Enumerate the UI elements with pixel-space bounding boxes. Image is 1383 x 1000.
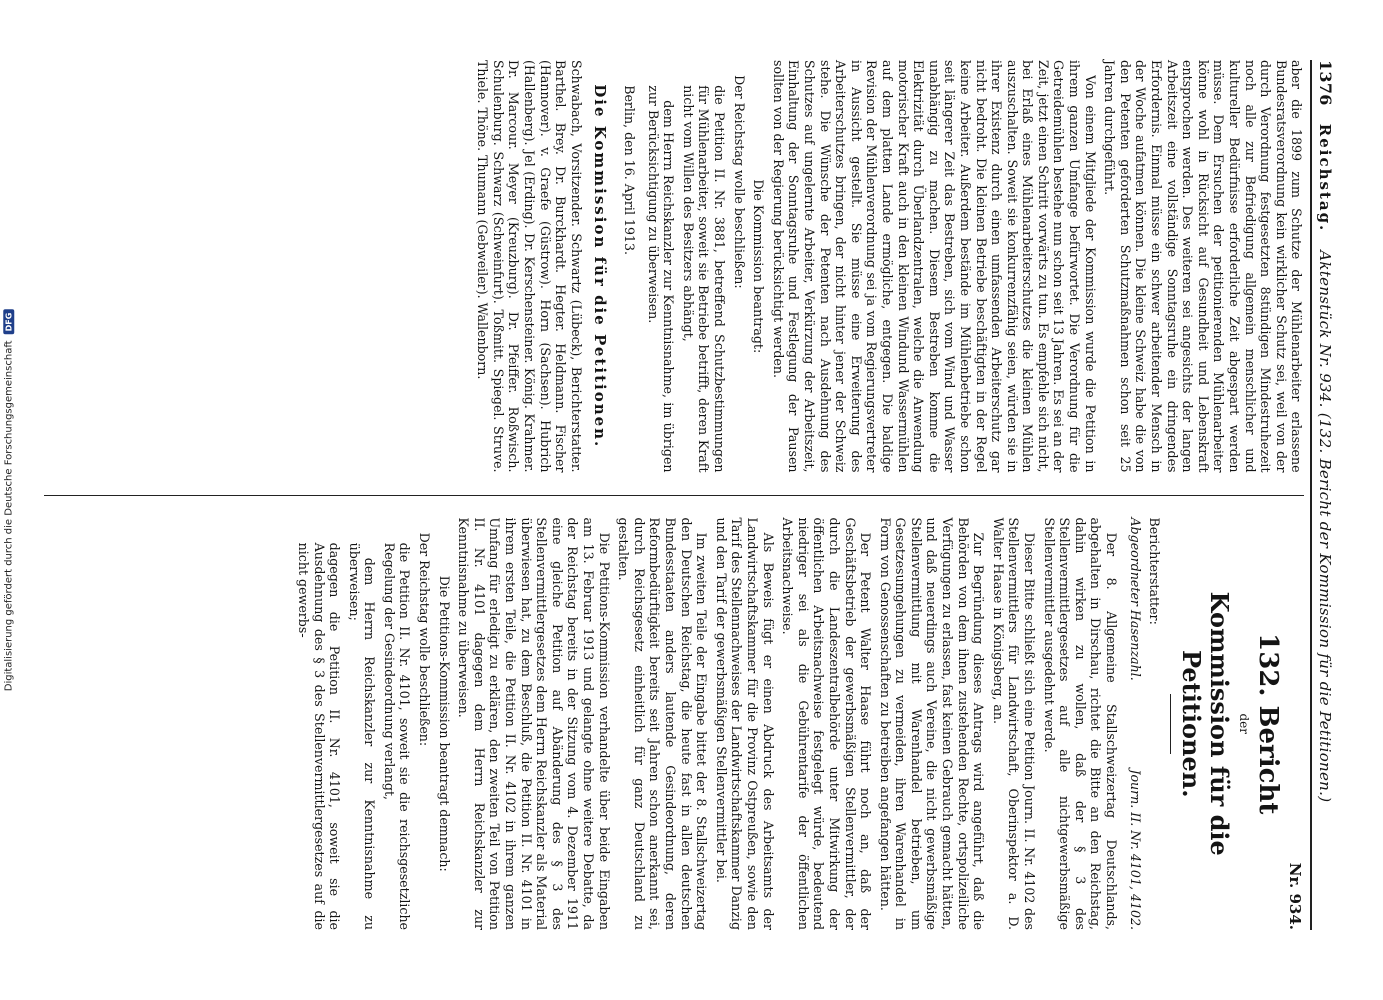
- journal-reference: Journ. II. Nr. 4101, 4102.: [1127, 769, 1143, 931]
- column-divider: [44, 495, 1304, 496]
- right-paragraph-4: Der Petent Walter Haase führt noch an, daß der Geschäftsbetrieb der gewerbsmäßigen Stellenvermittler, der durch die Landeszentralbehörde unter Mitwirkung der öffentlichen Arbeitsnachweise festgelegt würde, bedeutend niedriger sei als die Gebührentarife der öffentlichen Arbeitsnachweise.: [780, 517, 874, 931]
- report-number: Nr. 934.: [1286, 862, 1305, 931]
- right-paragraph-1: Der 8. Allgemeine Stallschweizertag Deutschlands, abgehalten in Dirschau, richtet die Bitte an den Reichstag, dahin wirken zu wollen, daß der § 3 des Stellenvermittlergesetzes auf alle nichtgewerbsmäßige Stellenvermittler ausgedehnt werde.: [1041, 517, 1120, 931]
- header-title: Reichstag.: [1316, 123, 1334, 233]
- report-der: der: [1236, 713, 1251, 735]
- report-subject: Kommission für die Petitionen.: [1177, 591, 1235, 856]
- page-number: 1376: [1316, 60, 1335, 106]
- credit-text: Digitalisierung gefördert durch die Deutsche Forschungsgemeinschaft: [3, 339, 15, 691]
- right-motion-b: dagegen die Petition II. Nr. 4101, soweit sie die Ausdehnung des § 3 des Stellenvermittlergesetzes auf die nicht gewerbs-: [295, 542, 343, 931]
- reporter-row: [1127, 517, 1143, 930]
- right-motion-intro: Die Petitions-Kommission beantragt demnach:: [436, 575, 452, 872]
- left-column: [44, 60, 1304, 473]
- reporter-name: Abgeordneter Hasenzahl.: [1127, 517, 1143, 681]
- right-paragraph-6: Im zweiten Teile der Eingabe bittet der 8. Stallschweizertag den Deutschen Reichstag, die heute fast in allen deutschen Bundesstaaten anders lautende Gesindeordnung, deren Reformbedürftigkeit bereits seit Jahren schon anerkannt sei, durch Reichsgesetz einheitlich für ganz Deutschland zu gestalten.: [616, 517, 710, 931]
- header-subtitle: Aktenstück Nr. 934. (132. Bericht der Kommission für die Petitionen.): [1316, 250, 1334, 803]
- title-rule: [1170, 694, 1171, 754]
- right-motion-resolve: Der Reichstag wolle beschließen:: [417, 532, 433, 747]
- report-title: 132. Bericht: [1252, 633, 1283, 815]
- left-paragraph-1: aber die 1899 zum Schutze der Mühlenarbeiter erlassene Bundesratsverordnung kein wirklicher Schutz sei, weil von der durch Verordnung festgesetzten 8stündigen Mindestruhezeit noch alle zur Befriedigung allgemein menschlicher und kultureller Bedürfnisse erforderliche Zeit abgespart werden müsse. Dem Ersuchen der petitionierenden Mühlenarbeiter könne wohl in Rücksicht auf Gesundheit und Lebenskraft entsprochen werden. Des weiteren sei angesichts der langen Arbeitszeit eine vollständige Sonntagsruhe ein dringendes Erfordernis. Einmal müsse ein schwer arbeitender Mensch in der Woche aufatmen können. Die kleine Schweiz habe die von den Petenten geforderten Schutzmaßnahmen schon seit 25 Jahren durchgeführt.: [1102, 60, 1305, 473]
- right-column: [44, 517, 1304, 930]
- signature-title: Die Kommission für die Petitionen.: [591, 84, 610, 449]
- left-motion-text: die Petition II. Nr. 3881, betreffend Schutzbestimmungen für Mühlenarbeiter, soweit sie Betriebe betrifft, deren Kraft nicht vom Willen des Besitzers abhängt,: [680, 85, 728, 473]
- right-paragraph-2: Dieser Bitte schließt sich eine Petition Journ. II. Nr. 4102 des Stellenvermittlers für Landwirtschaft, Oberinspektor a. D. Walter Haase in Königsberg, an.: [990, 517, 1038, 931]
- text-columns: [44, 60, 1304, 930]
- page-header: [1310, 60, 1333, 930]
- right-paragraph-5: Als Beweis fügt er einen Abdruck des Arbeitsamts der Landwirtschaftskammer für die Provinz Ostpreußen, sowie den Tarif des Stellennachweises der Landwirtschaftskammer Danzig und den Tarif der gewerbsmäßigen Stellenvermittler bei.: [713, 517, 776, 931]
- right-motion-a-target: dem Herrn Reichskanzler zur Kenntnisnahme zu überweisen;: [346, 542, 378, 931]
- left-motion-resolve: Der Reichstag wolle beschließen:: [731, 75, 747, 289]
- left-motion-target: dem Herrn Reichskanzler zur Kenntnisnahme, im übrigen zur Berücksichtigung zu überweisen.: [645, 85, 677, 473]
- right-motion-a: die Petition II. Nr. 4101, soweit sie die reichsgesetzliche Regelung der Gesindeordnung verlangt,: [381, 542, 413, 931]
- right-paragraph-7: Die Petitions-Kommission verhandelte über beide Eingaben am 13. Februar 1913 und gelangte ohne weitere Debatte, da der Reichstag bereits in der Sitzung vom 4. Dezember 1911 eine gleiche Petition auf Abänderung des § 3 des Stellenvermittlergesetzes dem Herrn Reichskanzler als Material überwiesen hat, zu dem Beschluß, die Petition II. Nr. 4101 in ihrem ersten Teile, die Petition II. Nr. 4102 in ihrem ganzen Umfang für erledigt zu erklären, den zweiten Teil von Petition II. Nr. 4101 dagegen dem Herrn Reichskanzler zur Kenntnisnahme zu überweisen.: [456, 517, 612, 931]
- date-line: Berlin, den 16. April 1913.: [622, 85, 638, 256]
- left-paragraph-2: Von einem Mitgliede der Kommission wurde die Petition in ihrem ganzen Umfange befürwortet. Die Verordnung für die Getreidemühlen bestehe nun schon seit 13 Jahren. Es sei an der Zeit, jetzt einen Schritt vorwärts zu tun. Es empfehle sich nicht, bei Erlaß eines Mühlenarbeiterschutzes die kleinen Mühlen auszuschalten. Soweit sie konkurrenzfähig seien, würden sie in ihrer Existenz durch einen umfassenden Arbeiterschutz gar nicht bedroht. Die kleinen Betriebe beschäftigten in der Regel keine Arbeiter. Außerdem bestände im Mühlenbetriebe schon seit längerer Zeit das Bestreben, sich vom Wind und Wasser unabhängig zu machen. Diesem Bestreben komme die Elektrizität durch Überlandzentralen, welche die Anwendung motorischer Kraft auch in den kleinen Windund Wassermühlen auf dem platten Lande ermögliche, entgegen. Die baldige Revision der Mühlenverordnung sei ja vom Regierungsvertreter in Aussicht gestellt. Sie müsse eine Erweiterung des Arbeiterschutzes bringen, der nicht hinter jener der Schweiz stehe. Die Wünsche der Petenten nach Ausdehnung des Schutzes auf ungelernte Arbeiter, Verkürzung der Arbeitszeit, Einhaltung der Sonntagsruhe und Festlegung der Pausen sollten von der Regierung berücksichtigt werden.: [770, 60, 1098, 473]
- signatories: Schwabach, Vorsitzender. Schwartz (Lübeck), Berichterstatter. Barthel. Brey. Dr. Burckhardt. Hegter. Heldmann. Fischer (Hannover). v. Graefe (Güstrow). Horn (Sachsen). Hubrich (Hallenberg). Jel (Erding). Dr. Kerschensteiner. König. Krahmer. Dr. Marcour. Meyer (Kreuzburg). Dr. Pfeiffer. Roßwisch. Schulenburg. Schwarz (Schweinfurt). Toßmitt. Spiegel. Struve. Thiele. Thöne. Thumann (Gebweiler). Wallenborn.: [475, 60, 584, 473]
- left-motion-intro: Die Kommission beantragt:: [751, 179, 767, 354]
- reporter-label: Berichterstatter:: [1147, 517, 1163, 625]
- dfg-logo: DFG: [4, 309, 15, 334]
- right-paragraph-3: Zur Begründung dieses Antrags wird angeführt, daß die Behörden von dem ihnen zustehenden Rechte, ortspolizeiliche Verfügungen zu erlassen, fast keinen Gebrauch gemacht hätten, und daß neuerdings auch Vereine, die nicht gewerbsmäßige Stellenvermittlung mit Warenhandel betrieben, um Gesetzesumgehungen zu vermeiden, ihren Warenhandel in Form von Genossenschaften zu betreiben angefangen hätten.: [877, 517, 987, 931]
